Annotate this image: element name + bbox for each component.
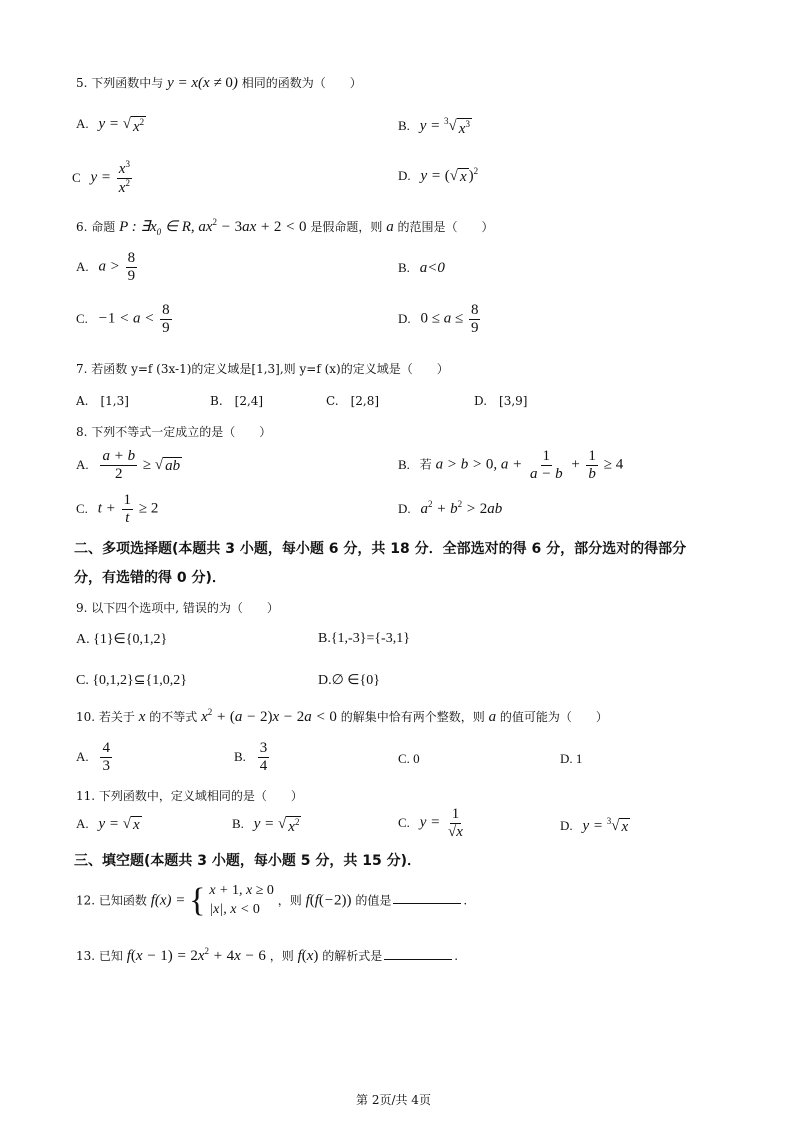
q6-option-b: [398, 260, 445, 277]
option-label: D.: [398, 310, 411, 326]
q9-option-b: B.{1,-3}={-3,1}: [318, 631, 410, 646]
q10-suffix: 的解集中恰有两个整数，则: [340, 710, 485, 724]
q6-suffix: 的范围是（ ）: [397, 220, 494, 234]
option-label: B.: [398, 260, 410, 275]
fraction: $\frac{a + b}{2}$: [102, 448, 136, 482]
option-label: A.: [76, 748, 89, 764]
fraction: $\frac{8}{9}$: [162, 302, 170, 336]
q10-option-b: [234, 740, 271, 774]
question-11: 11. 下列函数中，定义域相同的是（ ）: [76, 789, 303, 803]
math-expression: ≥ √ ab: [142, 456, 181, 474]
q11-option-c: [398, 806, 467, 840]
q7-option-c: C. [2,8]: [326, 394, 380, 408]
math-expression: −1 < a <: [97, 310, 159, 327]
fraction: $\frac{1}{t}$: [123, 492, 132, 526]
math-expression: y = $^3$ √ x: [582, 816, 629, 835]
math-expression: y = √ $x^2$: [253, 816, 300, 835]
fraction: $\frac{8}{9}$: [470, 302, 479, 336]
option-label: B.: [398, 118, 410, 133]
q5-option-b: [398, 116, 472, 138]
q8-b-prefix: 若: [419, 457, 432, 472]
q12-mid: ，则: [277, 893, 302, 908]
option-label: C.: [398, 814, 410, 830]
math-expression: 0 ≤ a ≤: [420, 310, 467, 327]
question-13: 13. 已知 $f(x - 1) = 2x^2 + 4x - 6$ ，则 f(x) 的解析式是 .: [76, 946, 459, 964]
option-label: A.: [76, 258, 89, 274]
math-expression: y = $^3$ √ $x^3$: [419, 116, 470, 137]
q8-option-d: [398, 499, 502, 518]
math-expression: a > b > 0, a +: [435, 456, 526, 473]
left-brace: {: [189, 881, 206, 919]
q10-suffix2: 的值可能为（ ）: [499, 710, 608, 724]
q10-option-a: [76, 740, 114, 774]
q5-option-c: [72, 160, 134, 196]
q13-formula: $f(x - 1) = 2x^2 + 4x - 6$: [126, 946, 266, 964]
fraction: $\frac{1}{√x}$: [448, 806, 463, 840]
q9-option-c: C. {0,1,2}⊆{1,0,2}: [76, 673, 187, 688]
fraction: $\frac{1}{b}$: [588, 448, 596, 482]
q5-suffix: 相同的函数为（ ）: [241, 76, 362, 90]
question-10: [76, 707, 608, 726]
page-number: 第 2页/共 4页: [356, 1093, 431, 1107]
math-expression: ≥ 4: [603, 456, 624, 473]
q10-formula: $x^2 + (a - 2)x - 2a < 0$: [201, 707, 337, 725]
q9-option-d: D.∅ ∈{0}: [318, 673, 380, 688]
math-expression: y = ( √ x )$^2$: [420, 166, 479, 185]
q8-option-c: [76, 492, 158, 526]
math-expression: a<0: [419, 260, 445, 276]
q6-option-a: [76, 250, 139, 284]
math-expression: y = √ x: [98, 816, 140, 833]
q5-option-a: [76, 116, 146, 136]
section-header-fill-in: 三、填空题(本题共 3 小题，每小题 5 分，共 15 分)．: [74, 853, 422, 869]
option-label: B.: [232, 816, 244, 831]
math-expression: y = √ $x^2$: [98, 116, 145, 135]
q10-option-d: D. 1: [560, 751, 583, 766]
q11-option-b: [232, 816, 301, 836]
question-7: 7. 若函数 y=f (3x-1)的定义域是[1,3],则 y=f (x)的定义域是（ ）: [76, 362, 449, 376]
section-header-multiple-choice: 二、多项选择题(本题共 3 小题，每小题 6 分，共 18 分．全部选对的得 6 分，部分选对的得部分: [74, 541, 687, 557]
option-label: B.: [398, 456, 410, 472]
q6-formula: P : $\exists x_0$ ∈ R, $ax^2 - 3ax + 2 < 0$: [119, 217, 307, 237]
q13-prefix: 13. 已知: [76, 949, 123, 963]
question-5: [76, 74, 362, 92]
q10-prefix: 10. 若关于: [76, 710, 135, 724]
piecewise-cases: x + 1, x ≥ 0 |x|, x < 0: [209, 883, 274, 917]
option-label: A.: [76, 116, 89, 131]
q8-option-b: [398, 448, 623, 482]
q11-option-a: [76, 816, 142, 834]
math-expression: a >: [98, 258, 124, 275]
section-header-multiple-choice-cont: 分，有选错的得 0 分)．: [74, 570, 226, 586]
q8-option-a: [76, 448, 182, 482]
question-9: 9. 以下四个选项中, 错误的为（ ）: [76, 601, 279, 615]
variable-a: a: [386, 219, 394, 235]
q6-option-d: [398, 302, 482, 336]
option-label: A.: [76, 456, 89, 472]
q12-expression: f(f(−2)): [305, 892, 352, 909]
q6-option-c: [76, 302, 174, 336]
answer-blank[interactable]: [384, 947, 452, 960]
q10-mid: 的不等式: [149, 710, 198, 724]
option-label: C: [72, 169, 81, 185]
q12-prefix: 12. 已知函数: [76, 893, 147, 908]
fraction: $\frac{8}{9}$: [127, 250, 136, 284]
q6-mid: 是假命题，则: [310, 220, 383, 234]
q7-option-a: A. [1,3]: [76, 394, 129, 408]
variable-a: a: [488, 709, 497, 725]
math-expression: t +: [97, 500, 120, 517]
variable-x: x: [138, 709, 146, 725]
q10-option-c: C. 0: [398, 751, 420, 766]
fraction: $\frac{3}{4}$: [259, 740, 268, 774]
q12-suffix: 的值是: [355, 893, 392, 908]
q5-option-d: [398, 166, 478, 186]
math-expression: ≥ 2: [138, 500, 159, 517]
question-12: 12. 已知函数 f(x) = { x + 1, x ≥ 0 |x|, x < 0 ，则 f(f(−2)) 的值是 .: [76, 881, 468, 919]
q5-formula: y = x(x ≠ 0): [167, 75, 238, 91]
math-expression: $a^2 + b^2 > 2ab$: [420, 499, 503, 517]
fraction: $\frac{4}{3}$: [102, 740, 110, 774]
q12-function: f(x) =: [150, 892, 190, 909]
option-label: C.: [76, 310, 88, 326]
math-expression: +: [570, 456, 581, 473]
option-label: D.: [398, 501, 411, 516]
q6-prefix: 6. 命题: [76, 220, 116, 234]
math-expression: y =: [90, 169, 115, 186]
math-expression: y =: [419, 814, 445, 831]
option-label: D.: [398, 168, 411, 183]
option-label: B.: [234, 748, 246, 764]
option-label: C.: [76, 500, 88, 516]
q13-suffix: 的解析式是: [322, 949, 383, 963]
q9-option-a: A. {1}∈{0,1,2}: [76, 632, 168, 647]
q13-function: f(x): [297, 948, 319, 964]
question-8: 8. 下列不等式一定成立的是（ ）: [76, 425, 272, 439]
option-label: A.: [76, 816, 89, 831]
q7-option-b: B. [2,4]: [210, 394, 264, 408]
fraction: $\frac{x^3}{x^2}$: [118, 159, 130, 196]
answer-blank[interactable]: [393, 891, 461, 904]
q11-option-d: [560, 816, 630, 836]
q5-prefix: 5. 下列函数中与: [76, 76, 164, 90]
fraction: $\frac{1}{a - b}$: [529, 448, 563, 482]
q7-option-d: D. [3,9]: [474, 394, 528, 408]
option-label: D.: [560, 818, 573, 833]
q13-mid: ，则: [269, 949, 294, 963]
question-6: [76, 217, 494, 237]
